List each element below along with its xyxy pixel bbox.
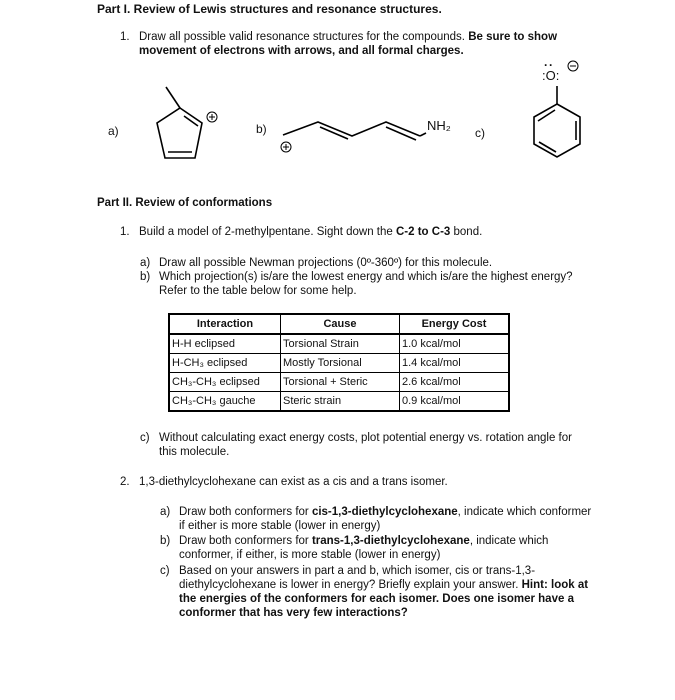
sub-b-label: b) <box>140 271 151 283</box>
structure-c-phenoxide <box>534 86 580 157</box>
label-a: a) <box>108 124 119 138</box>
q2c-line3: the energies of the conformers for each isomer. Does one isomer have a <box>179 593 574 605</box>
table-row <box>169 392 509 412</box>
table-header-cell: Energy Cost <box>400 314 510 334</box>
energy-table <box>168 313 510 412</box>
structure-a-cyclopentadienyl-cation <box>157 87 202 158</box>
sub-a-text: Draw all possible Newman projections (0º-360º) for this molecule. <box>159 257 493 269</box>
part2-title: Part II. Review of conformations <box>97 197 273 209</box>
label-b: b) <box>256 122 267 136</box>
structure-b-allylic-chain <box>283 122 426 140</box>
q2c-line1: Based on your answers in part a and b, which isomer, cis or trans-1,3- <box>179 565 536 577</box>
nh2-group-label: NH₂ <box>427 118 451 133</box>
part2-q2-number: 2. <box>120 476 130 488</box>
sub-b-text <box>159 270 573 298</box>
table-row <box>169 373 509 392</box>
sub-a-label: a) <box>140 257 151 269</box>
table-cell: Torsional Strain <box>281 334 400 354</box>
sub-c-line2: this molecule. <box>159 446 230 458</box>
q2a-text-1: Draw both conformers for <box>179 506 312 518</box>
part2-q1-text-a: Build a model of 2-methylpentane. Sight down the <box>139 226 396 238</box>
label-c: c) <box>475 126 485 140</box>
q2c-line4: conformer that has very few interactions? <box>179 607 408 619</box>
table-cell: 1.4 kcal/mol <box>400 354 510 373</box>
table-cell: Mostly Torsional <box>281 354 400 373</box>
q2c-label: c) <box>160 565 170 577</box>
part1-q1-number: 1. <box>120 31 130 43</box>
part2-q1-text-b: bond. <box>450 226 483 238</box>
table-header-cell: Interaction <box>169 314 281 334</box>
part2-q2-text: 1,3-diethylcyclohexane can exist as a cis and a trans isomer. <box>139 476 448 488</box>
table-cell: CH₃-CH₃ eclipsed <box>169 373 281 392</box>
q2b-line2: conformer, if either, is more stable (lower in energy) <box>179 549 441 561</box>
q2a-text <box>179 505 591 533</box>
minus-charge-icon-c <box>568 61 578 71</box>
table-cell: H-H eclipsed <box>169 334 281 354</box>
table-cell: 1.0 kcal/mol <box>400 334 510 354</box>
table-cell: H-CH₃ eclipsed <box>169 354 281 373</box>
oxygen-lone-pair: ·· <box>544 58 554 72</box>
sub-b-line1: Which projection(s) is/are the lowest energy and which is/are the highest energy? <box>159 271 573 283</box>
sub-c-text <box>159 431 572 459</box>
sub-b-line2: Refer to the table below for some help. <box>159 285 357 297</box>
plus-charge-icon-a <box>207 112 217 122</box>
sub-c-line1: Without calculating exact energy costs, plot potential energy vs. rotation angle for <box>159 432 572 444</box>
table-cell: 0.9 kcal/mol <box>400 392 510 412</box>
q2c-text <box>179 564 588 620</box>
table-header-cell: Cause <box>281 314 400 334</box>
table-cell: CH₃-CH₃ gauche <box>169 392 281 412</box>
part2-q1-number: 1. <box>120 226 130 238</box>
table-row <box>169 334 509 354</box>
part1-q1-bold1: Be sure to show <box>468 31 558 43</box>
q2a-label: a) <box>160 506 171 518</box>
q2b-text-1: Draw both conformers for <box>179 535 312 547</box>
q2b-bold: trans-1,3-diethylcyclohexane <box>311 535 470 547</box>
table-header-row <box>169 314 509 334</box>
part2-q1-bond: C-2 to C-3 <box>396 226 451 238</box>
part1-q1-instruction: Draw all possible valid resonance structures for the compounds. <box>139 31 469 43</box>
oxygen-atom-label: :O: <box>542 68 560 83</box>
q2a-text-2: , indicate which conformer <box>457 506 592 518</box>
table-row <box>169 354 509 373</box>
plus-charge-icon-b <box>281 142 291 152</box>
q2a-line2: if either is more stable (lower in energy) <box>179 520 381 532</box>
q2c-line2: diethylcyclohexane is lower in energy? Briefly explain your answer. <box>179 579 522 591</box>
q2b-label: b) <box>160 535 171 547</box>
q2b-text-2: , indicate which <box>469 535 549 547</box>
part1-q1-bold2: movement of electrons with arrows, and all formal charges. <box>139 45 464 57</box>
part2-q1-text <box>139 225 482 239</box>
table-cell: Steric strain <box>281 392 400 412</box>
part1-title: Part I. Review of Lewis structures and resonance structures. <box>97 2 442 16</box>
q2a-bold: cis-1,3-diethylcyclohexane <box>311 506 458 518</box>
q2c-hint: Hint: look at <box>521 579 589 591</box>
energy-table-container <box>168 313 510 412</box>
q2b-text <box>179 534 548 562</box>
sub-c-label: c) <box>140 432 150 444</box>
table-cell: Torsional + Steric <box>281 373 400 392</box>
table-cell: 2.6 kcal/mol <box>400 373 510 392</box>
